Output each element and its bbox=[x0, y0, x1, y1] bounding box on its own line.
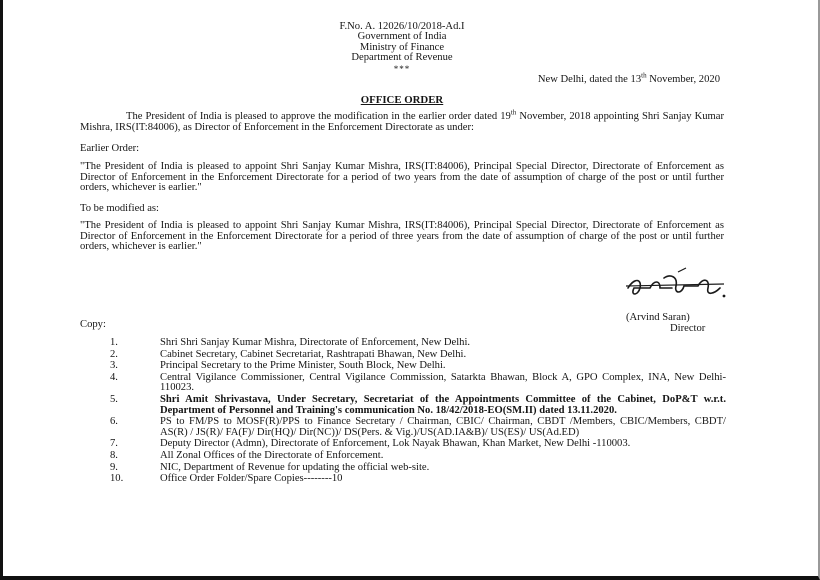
signatory-name: (Arvind Saran) bbox=[626, 312, 690, 323]
modified-label: To be modified as: bbox=[80, 202, 159, 214]
list-item-number: 9. bbox=[110, 461, 118, 473]
office-order-document bbox=[80, 21, 726, 485]
letterhead bbox=[80, 22, 724, 74]
list-item bbox=[110, 417, 726, 438]
list-item-text: Central Vigilance Commissioner, Central Vigilance Commission, Satarkta Bhawan, Block A, GPO Complex, INA, New Delhi-110023. bbox=[160, 371, 726, 394]
list-item-text: All Zonal Offices of the Directorate of Enforcement. bbox=[160, 449, 384, 461]
list-item-number: 6. bbox=[110, 416, 118, 428]
signatory-designation: Director bbox=[670, 323, 706, 334]
document-title: OFFICE ORDER bbox=[360, 93, 444, 106]
ministry-line: Ministry of Finance bbox=[359, 41, 445, 53]
list-item-text: Office Order Folder/Spare Copies--------10 bbox=[160, 473, 343, 485]
earlier-order-label: Earlier Order: bbox=[80, 143, 140, 155]
date-line bbox=[80, 71, 724, 86]
list-item bbox=[110, 474, 726, 485]
list-item bbox=[110, 338, 726, 349]
intro-day-sup: th bbox=[510, 108, 517, 117]
list-item-text: Shri Amit Shrivastava, Under Secretary, Secretariat of the Appointments Committee of the Cabinet, DoP&T w.r.t. Department of Personnel and Training's communication No. 18/42/2018-EO(SM.II) dated 13.11.2020. bbox=[160, 393, 726, 416]
list-item-text: Principal Secretary to the Prime Minister, South Block, New Delhi. bbox=[160, 360, 446, 372]
list-item-number: 5. bbox=[110, 393, 118, 405]
list-item bbox=[110, 439, 726, 450]
list-item-number: 2. bbox=[110, 348, 118, 360]
list-item-text: Deputy Director (Admn), Directorate of Enforcement, Lok Nayak Bhawan, Khan Market, New Delhi -110003. bbox=[160, 438, 631, 450]
copy-label: Copy: bbox=[80, 319, 106, 330]
list-item bbox=[110, 395, 726, 416]
stars-separator: *** bbox=[393, 63, 411, 74]
government-line: Government of India bbox=[357, 31, 447, 43]
list-item-number: 4. bbox=[110, 371, 118, 383]
intro-line1: The President of India is pleased to approve the modification in the earlier order dated bbox=[126, 111, 498, 123]
department-line: Department of Revenue bbox=[351, 52, 453, 64]
list-item-number: 10. bbox=[110, 473, 124, 485]
list-item-number: 7. bbox=[110, 438, 118, 450]
list-item-number: 8. bbox=[110, 449, 118, 461]
list-item-number: 1. bbox=[110, 337, 118, 348]
list-item-number: 3. bbox=[110, 360, 118, 372]
list-item bbox=[110, 361, 726, 372]
list-item-text: PS to FM/PS to MOSF(R)/PPS to Finance Secretary / Chairman, CBIC/ Chairman, CBDT /Members, CBIC/Members, CBDT/ AS(R) / JS(R)/ FA(F)/ Dir(HQ)/ Dir(NC))/ DS(Pers. & Vig.)/US(AD.IA&B)/ US(ES)/ US(Ad.ED) bbox=[160, 416, 726, 438]
list-item-text: Cabinet Secretary, Cabinet Secretariat, Rashtrapati Bhawan, New Delhi. bbox=[160, 348, 467, 360]
list-item bbox=[110, 373, 726, 394]
intro-day: 19 bbox=[500, 111, 511, 123]
list-item bbox=[110, 463, 726, 474]
list-item-text: Shri Shri Sanjay Kumar Mishra, Directorate of Enforcement, New Delhi. bbox=[160, 337, 471, 348]
list-item-text: NIC, Department of Revenue for updating the official web-site. bbox=[160, 461, 430, 473]
date-prefix: New Delhi, dated the 13 bbox=[537, 73, 642, 85]
date-rest: November, 2020 bbox=[646, 73, 720, 85]
date-suffix-sup: th bbox=[641, 71, 647, 80]
list-item bbox=[110, 451, 726, 462]
handwritten-signature bbox=[620, 266, 730, 306]
intro-rest: November, 2018 appointing Shri Sanjay Kumar Mishra, IRS(IT:84006), as Director of Enforcement in the Enforcement Directorate as under: bbox=[80, 111, 724, 133]
copy-distribution-list bbox=[110, 338, 726, 486]
list-item bbox=[110, 350, 726, 361]
modified-order-text: "The President of India is pleased to appoint Shri Sanjay Kumar Mishra, IRS(IT:84006), Principal Special Director, Directorate of Enforcement as Director of Enforcement in the Enforcement Directorate for a period of three years from the date of assumption of charge of the post or until further orders, whichever is earlier." bbox=[80, 220, 724, 253]
file-number: F.No. A. 12026/10/2018-Ad.I bbox=[339, 21, 465, 32]
earlier-order-text: "The President of India is pleased to appoint Shri Sanjay Kumar Mishra, IRS(IT:84006), Principal Special Director, Directorate of Enforcement as Director of Enforcement in the Enforcement Directorate for a period of two years from the date of assumption of charge of the post or until further orders, whichever is earlier." bbox=[80, 160, 724, 194]
intro-paragraph bbox=[80, 108, 724, 133]
